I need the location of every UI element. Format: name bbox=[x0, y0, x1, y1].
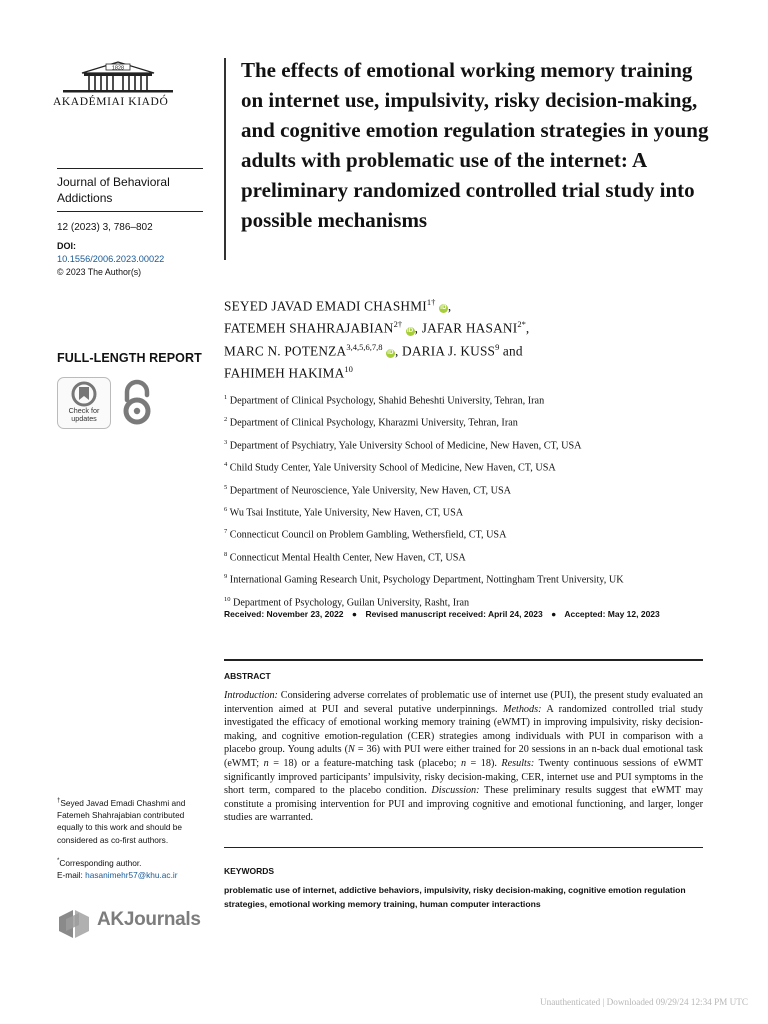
author-name: MARC N. POTENZA bbox=[224, 343, 347, 359]
affiliation-number: 6 bbox=[224, 505, 228, 513]
affiliation-text: Child Study Center, Yale University School of Medicine, New Haven, CT, USA bbox=[227, 462, 556, 474]
author-name: SEYED JAVAD EMADI CHASHMI bbox=[224, 298, 427, 314]
author-name: DARIA J. KUSS bbox=[402, 343, 496, 359]
author-list: SEYED JAVAD EMADI $CHASHMI^{1\dagger}$ iD, FATEMEH $SHAHRAJABIAN^{2\dagger}$ iD, JAFAR $HASANI^{2*}$, MARC N. POTENZA$^{3,4,5,6,7,8}$ iD, DARIA J. KUSS$^9$ and FAHIMEH HAKIMA$^{10}$ bbox=[224, 297, 530, 381]
affiliation-text: Wu Tsai Institute, Yale University, New Haven, CT, USA bbox=[227, 507, 464, 519]
affiliation-text: Department of Clinical Psychology, Kharazmi University, Tehran, Iran bbox=[227, 417, 518, 429]
affiliation-text: Department of Psychology, Guilan University, Rasht, Iran bbox=[230, 596, 470, 608]
affiliation-number: 1 bbox=[224, 394, 228, 401]
check-updates-line2: updates bbox=[71, 414, 97, 423]
check-updates-icon bbox=[58, 378, 110, 408]
abstract-text bbox=[224, 689, 703, 825]
abstract-italic-segment: Methods: bbox=[502, 703, 542, 715]
doi-label: DOI: bbox=[57, 241, 76, 251]
check-for-updates-badge[interactable] bbox=[57, 377, 111, 429]
abstract-italic-segment: Results: bbox=[501, 757, 535, 769]
author-affil-mark: 2† bbox=[393, 319, 403, 330]
abstract-segment: A randomized controlled trial study investigated the efficacy of emotional working memory training (eWMT) in improving impulsivity, risky decision-making, and cognitive emotion-regulation (CER) strategies among individuals with PUI in comparison with a placebo group. Young adults ( bbox=[224, 703, 703, 756]
affiliation-number: 9 bbox=[224, 573, 228, 581]
keywords-heading: KEYWORDS bbox=[224, 866, 275, 876]
abstract-segment: Considering adverse correlates of problematic use of internet use (PUI), the present study evaluated an intervention aimed at PUI and several putative underpinnings. bbox=[224, 690, 703, 715]
journal-name: Journal of Behavioral Addictions bbox=[57, 175, 170, 205]
akjournals-brand: AKJournals bbox=[97, 909, 201, 930]
affiliations bbox=[224, 391, 704, 615]
abstract-italic-segment: N bbox=[347, 744, 355, 756]
cofirst-text: Seyed Javad Emadi Chashmi and Fatemeh Shahrajabian contributed equally to this work and should be considered as co-first authors. bbox=[57, 797, 186, 845]
building-icon bbox=[60, 60, 176, 94]
author-affil-mark: 1† bbox=[426, 297, 436, 307]
affiliation-item bbox=[224, 570, 704, 587]
author-affil-mark: 10 bbox=[344, 364, 353, 375]
cofirst-footnote bbox=[57, 795, 207, 846]
affiliation-number: 3 bbox=[224, 438, 228, 446]
affiliation-text: International Gaming Research Unit, Psychology Department, Nottingham Trent University, UK bbox=[227, 574, 624, 586]
author-name: FATEMEH SHAHRAJABIAN bbox=[224, 320, 394, 336]
affiliation-text: Department of Clinical Psychology, Shahid Beheshti University, Tehran, Iran bbox=[227, 395, 545, 407]
abstract-italic-segment: Introduction: bbox=[224, 690, 278, 701]
affiliation-item bbox=[224, 458, 704, 475]
doi-link[interactable]: 10.1556/2006.2023.00022 bbox=[57, 254, 165, 264]
asterisk-mark: * bbox=[57, 858, 60, 864]
affiliation-number: 4 bbox=[224, 461, 228, 469]
author-affil-mark: 9 bbox=[495, 341, 500, 352]
title-bar bbox=[224, 58, 226, 260]
affiliation-text: Connecticut Council on Problem Gambling, Wethersfield, CT, USA bbox=[227, 529, 507, 541]
affiliation-item bbox=[224, 391, 704, 408]
abstract-italic-segment: n bbox=[263, 757, 269, 769]
affiliation-number: 5 bbox=[224, 483, 228, 491]
abstract-segment: = 18) or a feature-matching task (placebo; bbox=[268, 757, 461, 769]
affiliation-text: Connecticut Mental Health Center, New Haven, CT, USA bbox=[227, 552, 466, 564]
article-dates: Received: November 23, 2022 ● Revised manuscript received: April 24, 2023 ● Accepted: May 12, 2023 bbox=[224, 609, 660, 619]
divider bbox=[57, 211, 203, 212]
check-updates-line1: Check for bbox=[68, 406, 100, 415]
affiliation-item bbox=[224, 593, 704, 610]
report-type: FULL-LENGTH REPORT bbox=[57, 351, 202, 365]
email-label: E-mail: bbox=[57, 870, 86, 881]
abstract-segment: These preliminary results suggest that eWMT may constitute a promising intervention for PUI and improving cognitive and emotional functioning, and larger, longer studies are warranted. bbox=[224, 785, 703, 824]
affiliation-number: 10 bbox=[224, 595, 231, 603]
author-name: JAFAR HASANI bbox=[421, 320, 518, 336]
orcid-icon[interactable]: iD bbox=[387, 350, 394, 357]
corresponding-label: Corresponding author. bbox=[59, 857, 142, 868]
abstract-segment: Twenty continuous sessions of eWMT significantly improved participants’ impulsivity, risky decision-making, CER, internet use and PUI symptoms in the short term, compared to the placebo condition. bbox=[224, 757, 703, 797]
affiliation-text: Department of Neuroscience, Yale University, New Haven, CT, USA bbox=[227, 484, 512, 496]
affiliation-item bbox=[224, 413, 704, 430]
abstract-heading: ABSTRACT bbox=[224, 671, 271, 681]
accepted-date: Accepted: May 12, 2023 bbox=[564, 609, 660, 619]
affiliation-text: Department of Psychiatry, Yale University School of Medicine, New Haven, CT, USA bbox=[227, 440, 582, 452]
abstract-italic-segment: n bbox=[460, 757, 467, 769]
publisher-logo bbox=[60, 60, 176, 99]
affiliation-item bbox=[224, 503, 704, 520]
journal-citation: 12 (2023) 3, 786–802 bbox=[57, 222, 153, 233]
abstract-segment: = 18). bbox=[466, 757, 502, 769]
corresponding-footnote bbox=[57, 855, 217, 881]
publisher-name: AKADÉMIAI KIADÓ bbox=[53, 96, 169, 108]
affiliation-item bbox=[224, 481, 704, 498]
divider bbox=[57, 168, 203, 169]
abstract-bottom-rule bbox=[224, 847, 703, 848]
article-title: The effects of emotional working memory training on internet use, impulsivity, risky decision-making, and cognitive emotion regulation strategies in young adults with problematic use of the internet: A preliminary randomized controlled trial study into possible mechanisms bbox=[241, 58, 709, 232]
author-affil-mark: 2* bbox=[517, 319, 526, 330]
abstract-italic-segment: Discussion: bbox=[431, 785, 480, 797]
revised-date: Revised manuscript received: April 24, 2023 bbox=[365, 609, 543, 619]
orcid-icon[interactable]: iD bbox=[406, 327, 414, 334]
abstract-segment: = 36) with PUI were either trained for 20 sessions in an n-back dual emotional task (eWMT; bbox=[224, 744, 703, 769]
affiliation-item bbox=[224, 548, 704, 565]
affiliation-number: 2 bbox=[224, 416, 228, 424]
akjournals-logo-icon bbox=[57, 905, 93, 946]
abstract-top-rule bbox=[224, 659, 703, 661]
affiliation-item bbox=[224, 436, 704, 453]
orcid-icon[interactable]: iD bbox=[440, 305, 447, 312]
affiliation-number: 8 bbox=[224, 550, 228, 558]
keywords-text: problematic use of internet, addictive behaviors, impulsivity, risky decision-making, cognitive emotion regulation strategies, emotional working memory training, human computer interactions bbox=[224, 885, 686, 909]
email-link[interactable]: hasanimehr57@khu.ac.ir bbox=[85, 870, 178, 881]
dagger-mark: † bbox=[57, 798, 61, 804]
copyright: © 2023 The Author(s) bbox=[57, 267, 142, 277]
open-access-icon bbox=[120, 378, 154, 433]
download-watermark: Unauthenticated | Downloaded 09/29/24 12:34 PM UTC bbox=[540, 997, 749, 1007]
author-affil-mark: 3,4,5,6,7,8 bbox=[346, 341, 383, 352]
affiliation-number: 7 bbox=[224, 528, 228, 536]
received-date: Received: November 23, 2022 bbox=[224, 609, 344, 619]
logo-year: 1828 bbox=[111, 65, 125, 72]
affiliation-item bbox=[224, 525, 704, 542]
author-name: FAHIMEH HAKIMA bbox=[224, 365, 345, 381]
